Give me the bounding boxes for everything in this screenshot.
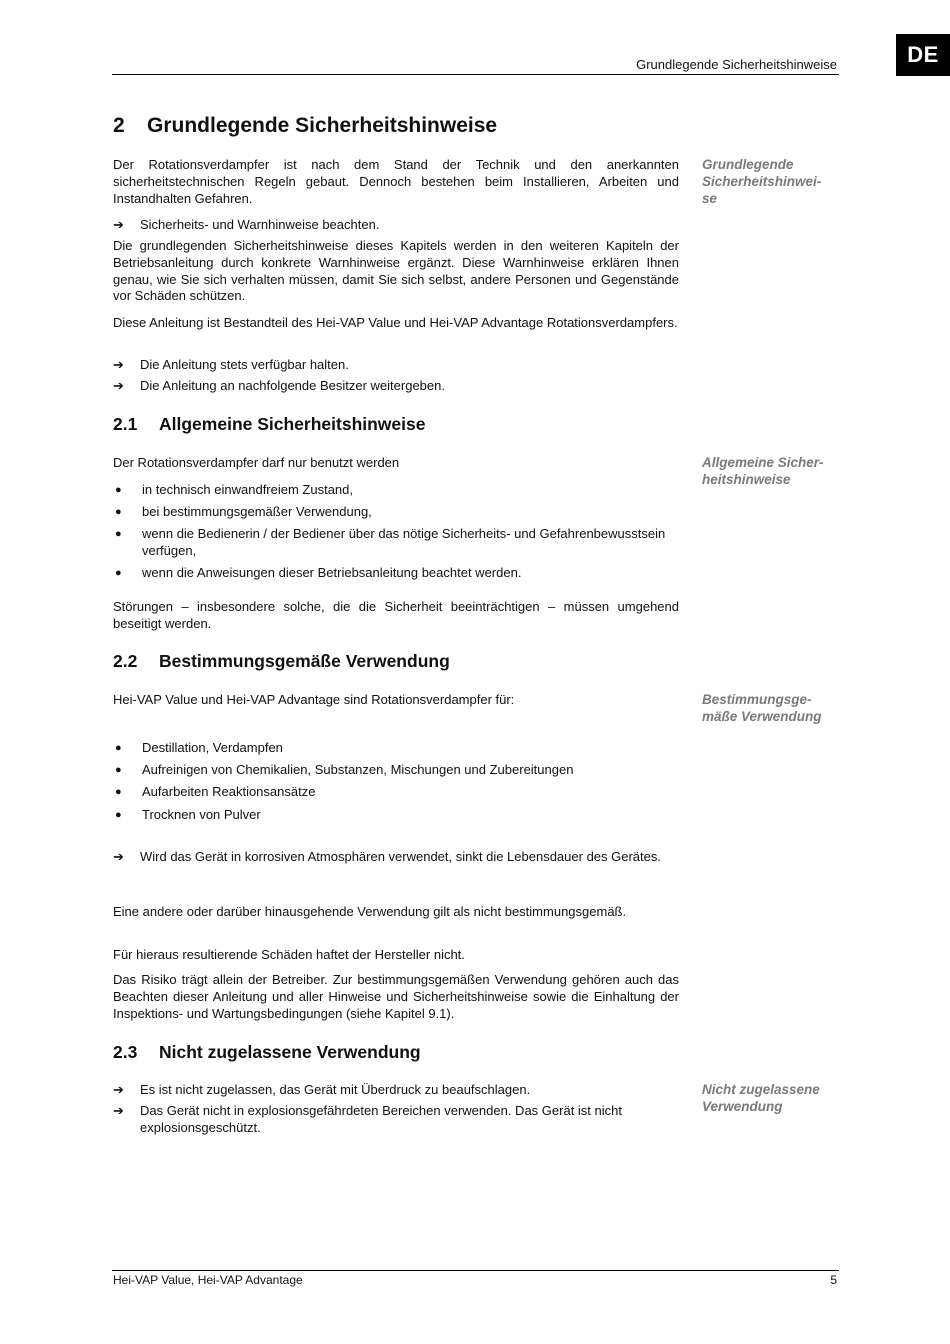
- section-title: Nicht zugelassene Verwendung: [159, 1042, 421, 1062]
- arrow-list-item: [113, 357, 679, 374]
- arrow-item-text: Wird das Gerät in korrosiven Atmosphären verwendet, sinkt die Lebensdauer des Gerätes.: [140, 849, 661, 864]
- footer-divider: [112, 1270, 839, 1271]
- bullet-icon: ●: [115, 567, 122, 579]
- bullet-text: wenn die Bedienerin / der Bediener über das nötige Sicherheits- und Gefahrenbewusstsein verfügen,: [142, 526, 666, 558]
- arrow-item-text: Die Anleitung stets verfügbar halten.: [140, 357, 349, 372]
- bullet-icon: ●: [115, 786, 122, 798]
- paragraph: Das Risiko trägt allein der Betreiber. Zur bestimmungsgemäßen Verwendung gehören auch das Beachten dieser Anleitung und aller Hinweise und Sicherheitshinweise sowie die Einhaltung der Inspektions- und Wartungsbedingungen (siehe Kapitel 9.1).: [113, 972, 679, 1021]
- footer-product-name: Hei-VAP Value, Hei-VAP Advantage: [113, 1273, 303, 1287]
- section-heading-2-1: [113, 414, 425, 435]
- paragraph: Störungen – insbesondere solche, die die Sicherheit beeinträchtigen – müssen umgehend beseitigt werden.: [113, 599, 679, 631]
- section-heading-2-3: [113, 1042, 421, 1063]
- page-number: 5: [830, 1273, 837, 1287]
- arrow-list-item: [113, 1082, 679, 1099]
- running-header: Grundlegende Sicherheitshinweise: [636, 57, 837, 72]
- bullet-text: Aufarbeiten Reaktionsansätze: [142, 784, 316, 799]
- arrow-right-icon: ➔: [113, 217, 124, 232]
- bullet-list-item: [113, 807, 679, 824]
- bullet-text: Destillation, Verdampfen: [142, 740, 283, 755]
- arrow-right-icon: ➔: [113, 1103, 124, 1118]
- margin-note-section-2-3: Nicht zugelassene Verwendung: [702, 1082, 820, 1114]
- arrow-right-icon: ➔: [113, 849, 124, 864]
- section-number: 2.3: [113, 1042, 138, 1062]
- margin-note-section-2-1: Allgemeine Sicher-heitshinweise: [702, 455, 824, 487]
- bullet-icon: ●: [115, 764, 122, 776]
- margin-note-section-2-2: Bestimmungsge-mäße Verwendung: [702, 692, 822, 724]
- section-number: 2.1: [113, 414, 138, 434]
- arrow-list-item: [113, 378, 679, 395]
- arrow-list-item: [113, 1103, 679, 1137]
- bullet-list-item: [113, 526, 679, 560]
- bullet-icon: ●: [115, 809, 122, 821]
- section-number: 2.2: [113, 651, 138, 671]
- section-title: Allgemeine Sicherheitshinweise: [159, 414, 426, 434]
- arrow-item-text: Das Gerät nicht in explosionsgefährdeten Bereichen verwenden. Das Gerät ist nicht explosionsgeschützt.: [140, 1103, 622, 1135]
- bullet-text: in technisch einwandfreiem Zustand,: [142, 482, 354, 497]
- arrow-right-icon: ➔: [113, 357, 124, 372]
- bullet-text: wenn die Anweisungen dieser Betriebsanleitung beachtet werden.: [142, 565, 522, 580]
- section-heading-2-2: [113, 651, 450, 672]
- bullet-icon: ●: [115, 528, 122, 540]
- arrow-item-text: Die Anleitung an nachfolgende Besitzer weitergeben.: [140, 378, 445, 393]
- section-title: Grundlegende Sicherheitshinweise: [147, 114, 498, 137]
- arrow-item-text: Sicherheits- und Warnhinweise beachten.: [140, 217, 380, 232]
- arrow-list-item: [113, 217, 679, 234]
- arrow-right-icon: ➔: [113, 378, 124, 393]
- bullet-icon: ●: [115, 742, 122, 754]
- bullet-list-item: [113, 504, 679, 521]
- paragraph: Diese Anleitung ist Bestandteil des Hei-VAP Value und Hei-VAP Advantage Rotationsverdampfers.: [113, 315, 678, 330]
- section-number: 2: [113, 114, 125, 137]
- margin-note-section-2: Grundlegende Sicherheitshinwei-se: [702, 157, 822, 206]
- language-tab: DE: [896, 34, 950, 76]
- paragraph: Der Rotationsverdampfer ist nach dem Stand der Technik und den anerkannten sicherheitstechnischen Regeln gebaut. Dennoch bestehen beim Installieren, Arbeiten und Instandhalten Gefahren.: [113, 157, 679, 206]
- paragraph: Für hieraus resultierende Schäden haftet der Hersteller nicht.: [113, 947, 465, 962]
- bullet-list-item: [113, 482, 679, 499]
- header-divider: [112, 74, 839, 75]
- arrow-item-text: Es ist nicht zugelassen, das Gerät mit Überdruck zu beaufschlagen.: [140, 1082, 531, 1097]
- bullet-list-item: [113, 784, 679, 801]
- bullet-text: bei bestimmungsgemäßer Verwendung,: [142, 504, 372, 519]
- bullet-list-item: [113, 565, 679, 582]
- bullet-text: Aufreinigen von Chemikalien, Substanzen, Mischungen und Zubereitungen: [142, 762, 574, 777]
- paragraph: Hei-VAP Value und Hei-VAP Advantage sind Rotationsverdampfer für:: [113, 692, 515, 707]
- bullet-icon: ●: [115, 484, 122, 496]
- arrow-right-icon: ➔: [113, 1082, 124, 1097]
- paragraph: Die grundlegenden Sicherheitshinweise dieses Kapitels werden in den weiteren Kapiteln der Betriebsanleitung durch konkrete Warnhinweise ergänzt. Diese Warnhinweise erklären Ihnen genau, wie Sie sich verhalten müssen, damit Sie sich selbst, andere Personen und Gegenstände vor Schäden schützen.: [113, 238, 679, 304]
- section-title: Bestimmungsgemäße Verwendung: [159, 651, 450, 671]
- paragraph: Der Rotationsverdampfer darf nur benutzt werden: [113, 455, 400, 470]
- bullet-icon: ●: [115, 506, 122, 518]
- bullet-list-item: [113, 740, 679, 757]
- bullet-list-item: [113, 762, 679, 779]
- arrow-list-item: [113, 849, 679, 866]
- bullet-text: Trocknen von Pulver: [142, 807, 261, 822]
- paragraph: Eine andere oder darüber hinausgehende Verwendung gilt als nicht bestimmungsgemäß.: [113, 904, 627, 919]
- section-heading-2: [113, 114, 497, 138]
